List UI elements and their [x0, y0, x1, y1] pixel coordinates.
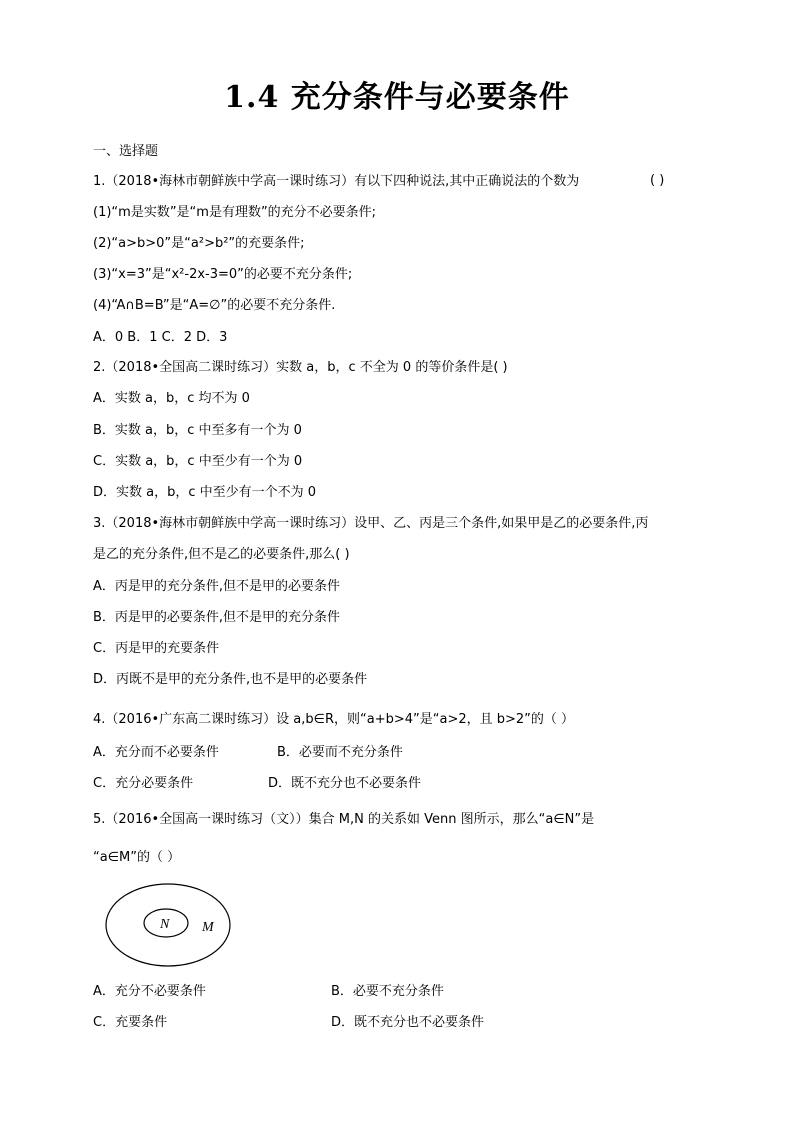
q3-stem-line-1: 3.（2018•海林市朝鲜族中学高一课时练习）设甲、乙、丙是三个条件,如果甲是乙的必要条件,丙 — [93, 516, 649, 531]
q4-stem: 4.（2016•广东高二课时练习）设 a,b∈R，则“a+b>4”是“a>2，且 b>2”的（ ） — [93, 712, 575, 727]
q2-option-a: A．实数 a，b，c 均不为 0 — [93, 391, 250, 406]
q4-option-c: C．充分必要条件 — [93, 776, 194, 791]
q1-answer-bracket: ( ) — [650, 173, 665, 188]
page-title: 1.4 充分条件与必要条件 — [224, 80, 570, 115]
q5-option-d: D．既不充分也不必要条件 — [331, 1015, 485, 1030]
q4-option-b: B．必要而不充分条件 — [277, 745, 403, 760]
q1-item-3: (3)“x=3”是“x²-2x-3=0”的必要不充分条件; — [93, 267, 353, 282]
q1-item-1: (1)“m是实数”是“m是有理数”的充分不必要条件; — [93, 205, 377, 220]
q5-option-b: B．必要不充分条件 — [331, 984, 444, 999]
q5-option-a: A．充分不必要条件 — [93, 984, 206, 999]
q1-item-4: (4)“A∩B=B”是“A=∅”的必要不充分条件. — [93, 298, 336, 313]
venn-label-m: M — [202, 920, 214, 935]
section-heading: 一、选择题 — [93, 144, 159, 159]
q1-stem: 1.（2018•海林市朝鲜族中学高一课时练习）有以下四种说法,其中正确说法的个数为 — [93, 174, 580, 189]
q3-option-d: D．丙既不是甲的充分条件,也不是甲的必要条件 — [93, 672, 368, 687]
q2-option-d: D．实数 a，b，c 中至少有一个不为 0 — [93, 485, 317, 500]
venn-label-n: N — [160, 917, 170, 932]
q2-stem: 2.（2018•全国高二课时练习）实数 a，b，c 不全为 0 的等价条件是( ) — [93, 360, 508, 375]
q2-option-b: B．实数 a，b，c 中至多有一个为 0 — [93, 423, 302, 438]
q5-stem-line-2: “a∈M”的（ ） — [93, 850, 181, 865]
q3-option-b: B．丙是甲的必要条件,但不是甲的充分条件 — [93, 610, 341, 625]
venn-diagram — [104, 882, 234, 968]
q1-item-2: (2)“a>b>0”是“a²>b²”的充要条件; — [93, 236, 305, 251]
q1-options: A．0 B．1 C．2 D．3 — [93, 330, 228, 345]
q5-stem-line-1: 5.（2016•全国高一课时练习（文））集合 M,N 的关系如 Venn 图所示，那么“a∈N”是 — [93, 812, 595, 827]
q5-option-c: C．充要条件 — [93, 1015, 168, 1030]
q3-option-a: A．丙是甲的充分条件,但不是甲的必要条件 — [93, 579, 341, 594]
q4-option-d: D．既不充分也不必要条件 — [268, 776, 422, 791]
q2-option-c: C．实数 a，b，c 中至少有一个为 0 — [93, 454, 303, 469]
q3-stem-line-2: 是乙的充分条件,但不是乙的必要条件,那么( ) — [93, 547, 350, 562]
q3-option-c: C．丙是甲的充要条件 — [93, 641, 220, 656]
q4-option-a: A．充分而不必要条件 — [93, 745, 219, 760]
